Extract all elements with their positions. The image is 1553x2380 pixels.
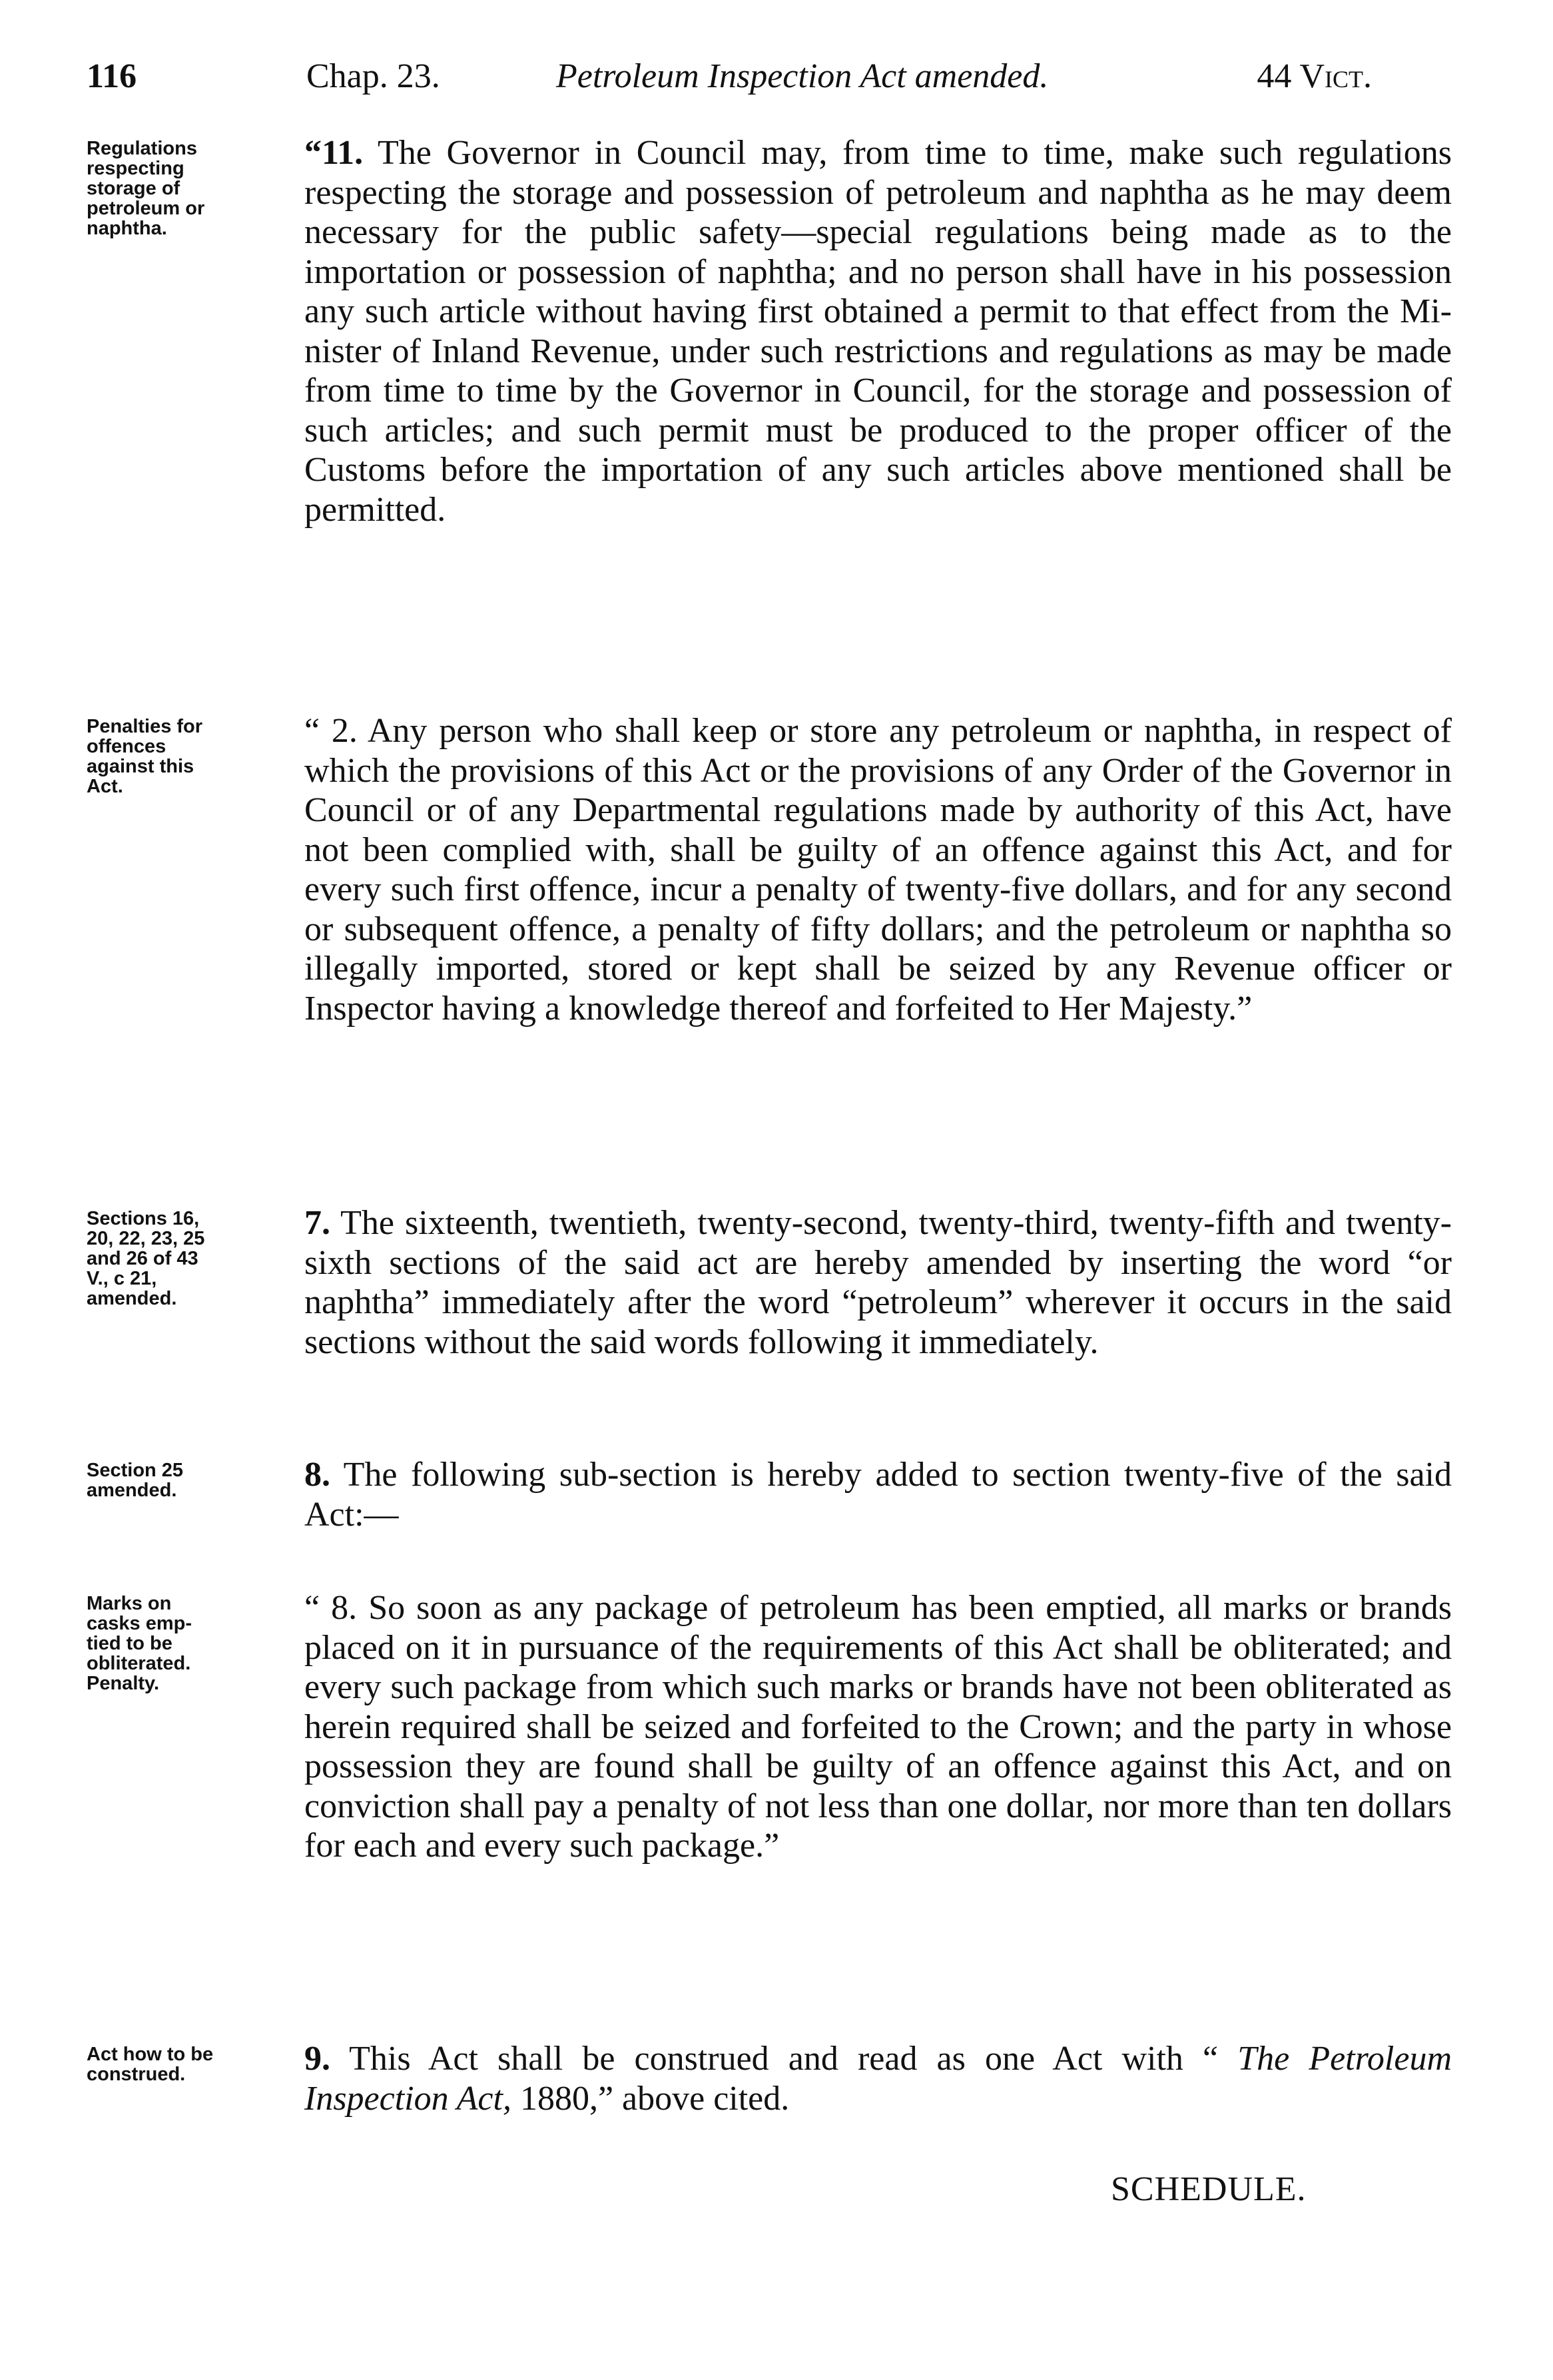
marginal-note: Regulations respecting storage of petroleum or naphtha. — [87, 138, 205, 239]
quote-open: “ — [1203, 2040, 1238, 2078]
act-title: Petroleum Inspection Act amended. — [556, 57, 1049, 95]
section-number: “ 2. — [304, 712, 358, 750]
section-text — [304, 1588, 1452, 1866]
section-text — [304, 133, 1452, 529]
section-number: 7. — [304, 1204, 330, 1242]
section-number: “ 8. — [304, 1589, 358, 1627]
marginal-note: Sections 16, 20, 22, 23, 25 and 26 of 43 V., c 21, amended. — [87, 1208, 205, 1309]
section-body: So soon as any package of petroleum has been emptied, all marks or brands placed on it in pursuance of the requirements of this Act shall be obliterated; and every such package from which such marks or brands have not been obliterated as herein required shall be seized and forfeited to the Crown; and the party in whose possession they are found shall be guilty of an offence against this Act, and on conviction shall pay a penalty of not less than one dollar, nor more than ten dollars for each and every such package.” — [304, 1589, 1452, 1865]
regnal-year: 44 Vict. — [1257, 57, 1372, 95]
section-text — [304, 1203, 1452, 1362]
marginal-note: Marks on casks emp- tied to be obliterated. Penalty. — [87, 1593, 192, 1694]
section-number: 8. — [304, 1456, 330, 1494]
section-body: Any person who shall keep or store any petroleum or naphtha, in respect of which the provisions of this Act or the provisions of any Order of the Governor in Council or of any Departmental regulations made by authority of this Act, have not been complied with, shall be guilty of an offence against this Act, and for every such first offence, incur a penalty of twenty-five dollars, and for any second or subsequent offence, a penalty of fifty dollars; and the petroleum or naphtha so illegally imported, stored or kept shall be seized by any Revenue officer or Inspector having a knowledge thereof and forfeited to Her Majesty.” — [304, 712, 1452, 1028]
section-body-tail: 1880,” above cited. — [511, 2079, 790, 2118]
cited-act-title: The Petroleum Inspection Act, — [304, 2040, 1452, 2118]
page-number: 116 — [87, 57, 137, 95]
section-number: 9. — [304, 2040, 330, 2078]
marginal-note: Penalties for offences against this Act. — [87, 716, 203, 797]
section-number: “11. — [304, 134, 364, 172]
running-header — [87, 47, 1372, 107]
marginal-note: Section 25 amended. — [87, 1460, 184, 1501]
section-body: The following sub-section is hereby added to section twenty-five of the said Act:— — [304, 1456, 1452, 1534]
section-text — [304, 2039, 1452, 2118]
section-text — [304, 711, 1452, 1028]
chapter-label: Chap. 23. — [306, 57, 440, 95]
section-body: The sixteenth, twentieth, twenty-second, twenty-third, twenty-fifth and twenty-sixth sections of the said act are hereby amended by inserting the word “or naphtha” immediately after the word “petroleum” wherever it occurs in the said sections without the said words following it immediately. — [304, 1204, 1452, 1361]
section-body: This Act shall be construed and read as one Act with — [330, 2040, 1183, 2078]
schedule-heading: SCHEDULE. — [1111, 2170, 1307, 2208]
marginal-note: Act how to be construed. — [87, 2044, 214, 2085]
section-body: The Governor in Council may, from time to time, make such regulations respecting the storage and possession of petroleum and naphtha as he may deem necessary for the public safety—special regulations being made as to the importation or possession of naphtha; and no person shall have in his possession any such article without having first obtained a permit to that effect from the Minister of Inland Revenue, under such restrictions and regulations as may be made from time to time by the Governor in Council, for the storage and possession of such articles; and such permit must be produced to the proper officer of the Customs before the importation of any such articles above mentioned shall be permitted. — [304, 134, 1452, 529]
section-text — [304, 1455, 1452, 1534]
